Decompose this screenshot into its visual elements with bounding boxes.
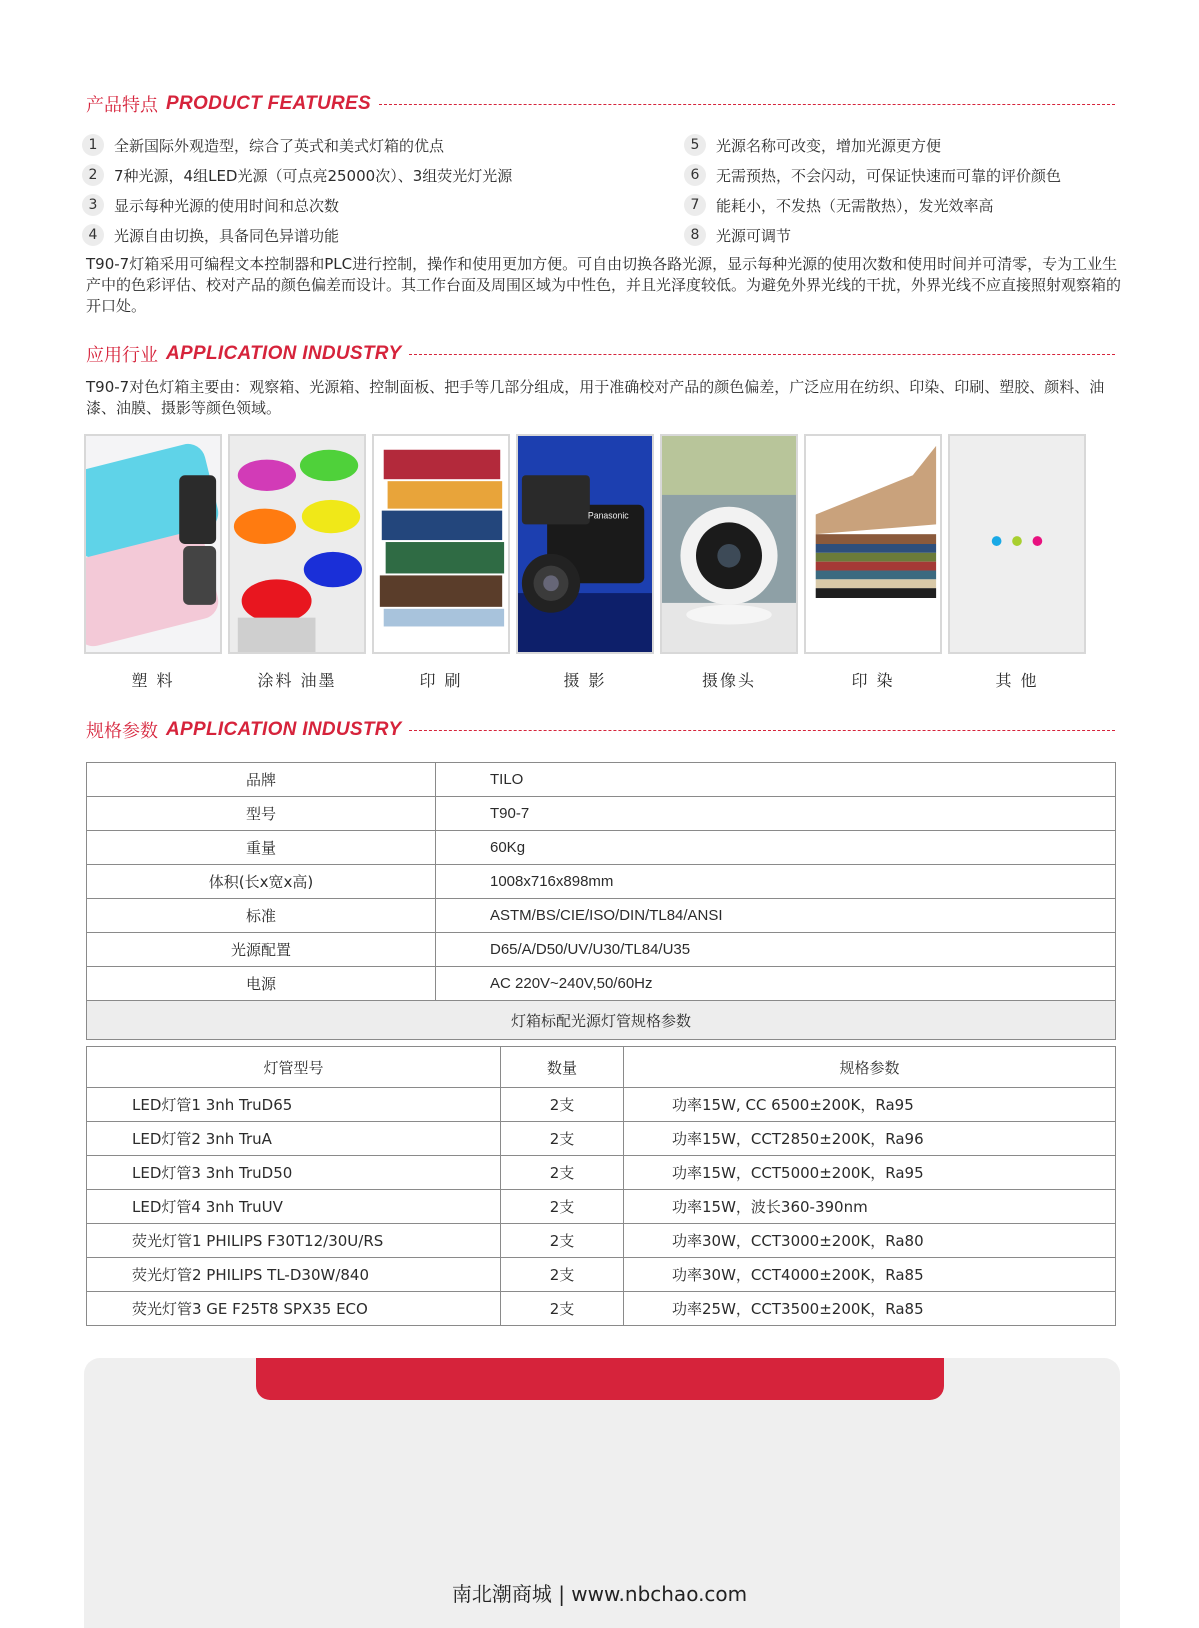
section-divider [409, 730, 1115, 731]
column-header: 数量 [501, 1047, 624, 1088]
table-row [87, 1190, 1116, 1224]
tube-spec: 功率15W，CCT2850±200K，Ra96 [624, 1122, 1116, 1156]
table-row [87, 865, 1116, 899]
tube-spec-subheader: 灯箱标配光源灯管规格参数 [87, 1001, 1116, 1040]
spec-value: T90-7 [436, 797, 1116, 831]
application-section-title [86, 340, 1115, 368]
feature-item [82, 190, 602, 220]
spec-value: TILO [436, 763, 1116, 797]
table-row [87, 1088, 1116, 1122]
feature-item [684, 130, 1199, 160]
spec-key: 标准 [87, 899, 436, 933]
feature-number: 5 [684, 134, 706, 156]
tube-model: LED灯管3 3nh TruD50 [87, 1156, 501, 1190]
phone-case-image [84, 434, 222, 654]
section-divider [379, 104, 1115, 105]
tube-model: LED灯管1 3nh TruD65 [87, 1088, 501, 1122]
feature-item [684, 160, 1199, 190]
features-section-title [86, 90, 1115, 118]
tube-spec: 功率15W，波长360-390nm [624, 1190, 1116, 1224]
spec-key: 品牌 [87, 763, 436, 797]
spec-value: AC 220V~240V,50/60Hz [436, 967, 1116, 1001]
feature-item [684, 190, 1199, 220]
feature-item [684, 220, 1199, 250]
tube-qty: 2支 [501, 1224, 624, 1258]
feature-number: 8 [684, 224, 706, 246]
tube-qty: 2支 [501, 1088, 624, 1122]
tube-spec: 功率25W，CCT3500±200K，Ra85 [624, 1292, 1116, 1326]
table-row [87, 967, 1116, 1001]
table-row [87, 1292, 1116, 1326]
industry-caption: 塑 料 [131, 671, 175, 690]
tube-table [86, 1046, 1116, 1326]
spec-value: ASTM/BS/CIE/ISO/DIN/TL84/ANSI [436, 899, 1116, 933]
feature-text: 显示每种光源的使用时间和总次数 [114, 196, 340, 215]
industry-caption: 印 染 [851, 671, 895, 690]
spec-section-title [86, 716, 1115, 744]
feature-text: 7种光源，4组LED光源（可点亮25000次）、3组荧光灯光源 [114, 166, 513, 185]
industry-caption: 印 刷 [419, 671, 463, 690]
table-row [87, 831, 1116, 865]
industry-caption: 摄像头 [701, 671, 756, 690]
section-divider [409, 354, 1115, 355]
feature-text: 全新国际外观造型，综合了英式和美式灯箱的优点 [114, 136, 445, 155]
feature-number: 7 [684, 194, 706, 216]
features-title-cn: 产品特点 [86, 95, 158, 116]
feature-item [82, 130, 602, 160]
column-header: 灯管型号 [87, 1047, 501, 1088]
tube-qty: 2支 [501, 1156, 624, 1190]
tube-spec: 功率30W，CCT3000±200K，Ra80 [624, 1224, 1116, 1258]
other-tile [948, 434, 1086, 654]
spec-title-cn: 规格参数 [86, 721, 158, 742]
camera-brand: Panasonic [587, 510, 629, 521]
footer-site-link[interactable]: 南北潮商城 | www.nbchao.com [451, 1582, 748, 1606]
features-right-column [684, 130, 1199, 250]
industry-gallery [84, 434, 1120, 698]
tube-qty: 2支 [501, 1292, 624, 1326]
table-row [87, 1224, 1116, 1258]
spec-key: 重量 [87, 831, 436, 865]
spec-key: 光源配置 [87, 933, 436, 967]
feature-number: 4 [82, 224, 104, 246]
dots-icon [992, 536, 1042, 546]
tube-model: 荧光灯管2 PHILIPS TL-D30W/840 [87, 1258, 501, 1292]
tube-spec: 功率15W，CCT5000±200K，Ra95 [624, 1156, 1116, 1190]
spec-key: 电源 [87, 967, 436, 1001]
tube-model: 荧光灯管3 GE F25T8 SPX35 ECO [87, 1292, 501, 1326]
table-header-row [87, 1047, 1116, 1088]
feature-text: 无需预热，不会闪动，可保证快速而可靠的评价颜色 [716, 166, 1062, 185]
table-row [87, 797, 1116, 831]
spec-value: 1008x716x898mm [436, 865, 1116, 899]
column-header: 规格参数 [624, 1047, 1116, 1088]
tube-model: LED灯管2 3nh TruA [87, 1122, 501, 1156]
table-row [87, 1001, 1116, 1040]
tube-qty: 2支 [501, 1190, 624, 1224]
feature-number: 2 [82, 164, 104, 186]
spec-key: 体积(长x宽x高) [87, 865, 436, 899]
application-description: T90-7对色灯箱主要由：观察箱、光源箱、控制面板、把手等几部分组成，用于准确校对产品的颜色偏差，广泛应用在纺织、印染、印刷、塑胶、颜料、油漆、油膜、摄影等颜色领域。 [86, 378, 1105, 417]
feature-text: 能耗小，不发热（无需散热），发光效率高 [716, 196, 994, 215]
table-row [87, 933, 1116, 967]
feature-text: 光源自由切换，具备同色异谱功能 [114, 226, 340, 245]
spec-key: 型号 [87, 797, 436, 831]
spec-value: D65/A/D50/UV/U30/TL84/U35 [436, 933, 1116, 967]
tube-qty: 2支 [501, 1258, 624, 1292]
feature-number: 6 [684, 164, 706, 186]
feature-number: 1 [82, 134, 104, 156]
industry-caption: 其 他 [995, 671, 1039, 690]
feature-text: 光源可调节 [716, 226, 792, 245]
tube-model: 荧光灯管1 PHILIPS F30T12/30U/RS [87, 1224, 501, 1258]
application-title-en: APPLICATION INDUSTRY [166, 343, 402, 364]
tube-model: LED灯管4 3nh TruUV [87, 1190, 501, 1224]
tube-qty: 2支 [501, 1122, 624, 1156]
feature-number: 3 [82, 194, 104, 216]
spec-table [86, 762, 1116, 1040]
features-left-column [82, 130, 602, 250]
industry-caption: 涂料 油墨 [257, 671, 337, 690]
application-title-cn: 应用行业 [86, 345, 158, 366]
table-row [87, 1122, 1116, 1156]
table-row [87, 1258, 1116, 1292]
table-row [87, 1156, 1116, 1190]
books-image [372, 434, 510, 654]
spec-title-en: APPLICATION INDUSTRY [166, 719, 402, 740]
footer-red-band [256, 1358, 944, 1400]
features-title-en: PRODUCT FEATURES [166, 93, 372, 114]
folded-fabric-image [804, 434, 942, 654]
industry-caption: 摄 影 [563, 671, 607, 690]
feature-text: 光源名称可改变，增加光源更方便 [716, 136, 942, 155]
table-row [87, 763, 1116, 797]
paint-cans-image [228, 434, 366, 654]
webcam-image [660, 434, 798, 654]
tube-spec: 功率30W，CCT4000±200K，Ra85 [624, 1258, 1116, 1292]
table-row [87, 899, 1116, 933]
spec-value: 60Kg [436, 831, 1116, 865]
feature-item [82, 160, 602, 190]
video-camera-image [516, 434, 654, 654]
tube-spec: 功率15W, CC 6500±200K，Ra95 [624, 1088, 1116, 1122]
feature-item [82, 220, 602, 250]
features-description: T90-7灯箱采用可编程文本控制器和PLC进行控制，操作和使用更加方便。可自由切换各路光源，显示每种光源的使用次数和使用时间并可清零，专为工业生产中的色彩评估、校对产品的颜色偏差而设计。其工作台面及周围区域为中性色，并且光泽度较低。为避免外界光线的干扰，外界光线不应直接照射观察箱的开口处。 [86, 255, 1122, 315]
